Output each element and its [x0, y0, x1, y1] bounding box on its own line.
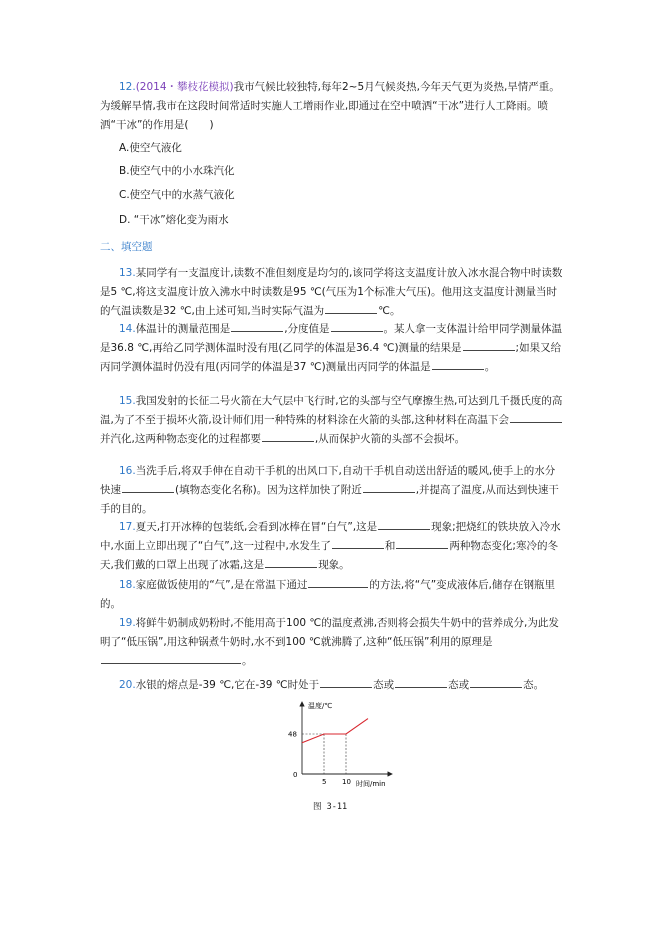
question-text: 现象;把烧红的铁块放入冷水中,水面上立即出现了“白气”,这一过程中,水发生了 — [100, 521, 561, 552]
question-text: 两种物态变化;寒冷的冬天,我们戴的口罩上出现了冰霜,这是 — [100, 540, 558, 571]
option-b: B.使空气中的小水珠汽化 — [119, 165, 235, 177]
question-text: 我市气候比较独特,每年2~5月气候炎热,今年天气更为炎热,旱情严重。为缓解旱情,我市在这段时间常适时实施人工增雨作业,即通过在空中喷洒“干冰”进行人工降雨。喷洒“干冰”的作用是( ) — [100, 81, 560, 131]
answer-blank[interactable] — [432, 358, 484, 370]
answer-blank[interactable] — [463, 339, 515, 351]
x-axis-label: 时间/min — [356, 780, 386, 788]
question-text: 当洗手后,将双手伸在自动干手机的出风口下,自动干手机自动送出舒适的暖风,使手上的水分快速 — [100, 465, 556, 496]
answer-blank[interactable] — [262, 430, 314, 442]
question-number: 19. — [119, 617, 136, 629]
question-text: 现象。 — [318, 559, 350, 571]
question-number: 12. — [119, 81, 136, 93]
y-tick-label: 48 — [288, 730, 297, 739]
question-number: 15. — [119, 395, 136, 407]
figure-caption: 图 3-11 — [313, 802, 348, 812]
question-text: 将鲜牛奶制成奶粉时,不能用高于100 ℃的温度煮沸,否则将会损失牛奶中的营养成分,为此发明了“低压锅”,用这种锅煮牛奶时,水不到100 ℃就沸腾了,这种“低压锅”利用的原理是 — [100, 617, 559, 648]
question-number: 14. — [119, 323, 136, 335]
answer-blank[interactable] — [470, 676, 522, 688]
answer-blank[interactable] — [325, 302, 377, 314]
question-text: 态或 — [373, 679, 395, 691]
question-text: 我国发射的长征二号火箭在大气层中飞行时,它的头部与空气摩擦生热,可达到几千摄氏度的高温,为了不至于损坏火箭,设计师们用一种特殊的材料涂在火箭的头部,这种材料在高温下会 — [100, 395, 563, 426]
question-14 — [100, 320, 563, 377]
question-text: 和 — [384, 540, 396, 552]
question-number: 16. — [119, 465, 136, 477]
answer-blank[interactable] — [265, 556, 317, 568]
question-source: (2014・攀枝花模拟) — [135, 81, 234, 93]
origin-label: 0 — [293, 771, 298, 779]
question-text: 。 — [484, 361, 496, 373]
question-16 — [100, 462, 563, 519]
question-text: ;如果又给丙同学测体温时仍没有甩(丙同学的体温是37 ℃)测量出丙同学的体温是 — [100, 342, 562, 373]
question-text: 。 — [242, 655, 253, 667]
question-number: 20. — [119, 679, 136, 691]
question-text: 夏天,打开冰棒的包装纸,会看到冰棒在冒“白气”,这是 — [135, 521, 378, 533]
option-d: D. “干冰”熔化变为雨水 — [119, 214, 229, 226]
question-18 — [100, 576, 563, 614]
answer-blank[interactable] — [332, 537, 384, 549]
answer-blank[interactable] — [396, 537, 448, 549]
question-number: 18. — [119, 579, 136, 591]
answer-blank[interactable] — [101, 652, 241, 664]
temperature-curve — [302, 719, 368, 743]
question-number: 13. — [119, 267, 136, 279]
question-19 — [100, 614, 563, 671]
question-text: 。某人拿一支体温计给甲同学测量体温是36.8 ℃,再给乙同学测体温时没有甩(乙同学的体温是36.4 ℃)测量的结果是 — [100, 323, 563, 354]
question-text: (填物态变化名称)。因为这样加快了附近 — [175, 484, 362, 496]
answer-blank[interactable] — [331, 320, 383, 332]
answer-blank[interactable] — [320, 676, 372, 688]
question-text: 水银的熔点是-39 ℃,它在-39 ℃时处于 — [135, 679, 320, 691]
answer-blank[interactable] — [378, 518, 430, 530]
question-text: ,分度值是 — [284, 323, 330, 335]
question-12 — [100, 78, 563, 135]
question-text: 态。 — [523, 679, 545, 691]
question-text: ,并提高了温度,从而达到快速干手的目的。 — [100, 484, 559, 515]
question-text: 家庭做饭使用的“气”,是在常温下通过 — [135, 579, 308, 591]
question-15 — [100, 392, 563, 449]
option-a: A.使空气液化 — [119, 142, 182, 154]
answer-blank[interactable] — [395, 676, 447, 688]
y-axis-label: 温度/℃ — [308, 702, 333, 710]
answer-blank[interactable] — [122, 481, 174, 493]
question-17 — [100, 518, 563, 575]
x-tick-label: 5 — [322, 778, 327, 786]
x-tick-label: 10 — [342, 778, 351, 786]
question-13 — [100, 264, 563, 321]
question-text: 并汽化,这两种物态变化的过程都要 — [100, 433, 261, 445]
question-text: ,从而保护火箭的头部不会损坏。 — [314, 433, 466, 445]
section-heading: 二、填空题 — [100, 241, 153, 253]
answer-blank[interactable] — [308, 576, 368, 588]
question-text: 某同学有一支温度计,读数不准但刻度是均匀的,该同学将这支温度计放入冰水混合物中时读数是5 ℃,将这支温度计放入沸水中时读数是95 ℃(气压为1个标准大气压)。他用这支温度计测量当时的气温读数是32 ℃,由上述可知,当时实际气温为 — [100, 267, 563, 317]
question-text: 的方法,将“气”变成液体后,储存在钢瓶里的。 — [100, 579, 555, 610]
answer-blank[interactable] — [231, 320, 283, 332]
temperature-time-graph — [280, 692, 400, 792]
question-text: 态或 — [448, 679, 470, 691]
question-number: 17. — [119, 521, 136, 533]
question-text: 体温计的测量范围是 — [135, 323, 231, 335]
answer-blank[interactable] — [510, 411, 562, 423]
question-text: ℃。 — [378, 305, 401, 317]
answer-blank[interactable] — [363, 481, 415, 493]
option-c: C.使空气中的水蒸气液化 — [119, 189, 235, 201]
